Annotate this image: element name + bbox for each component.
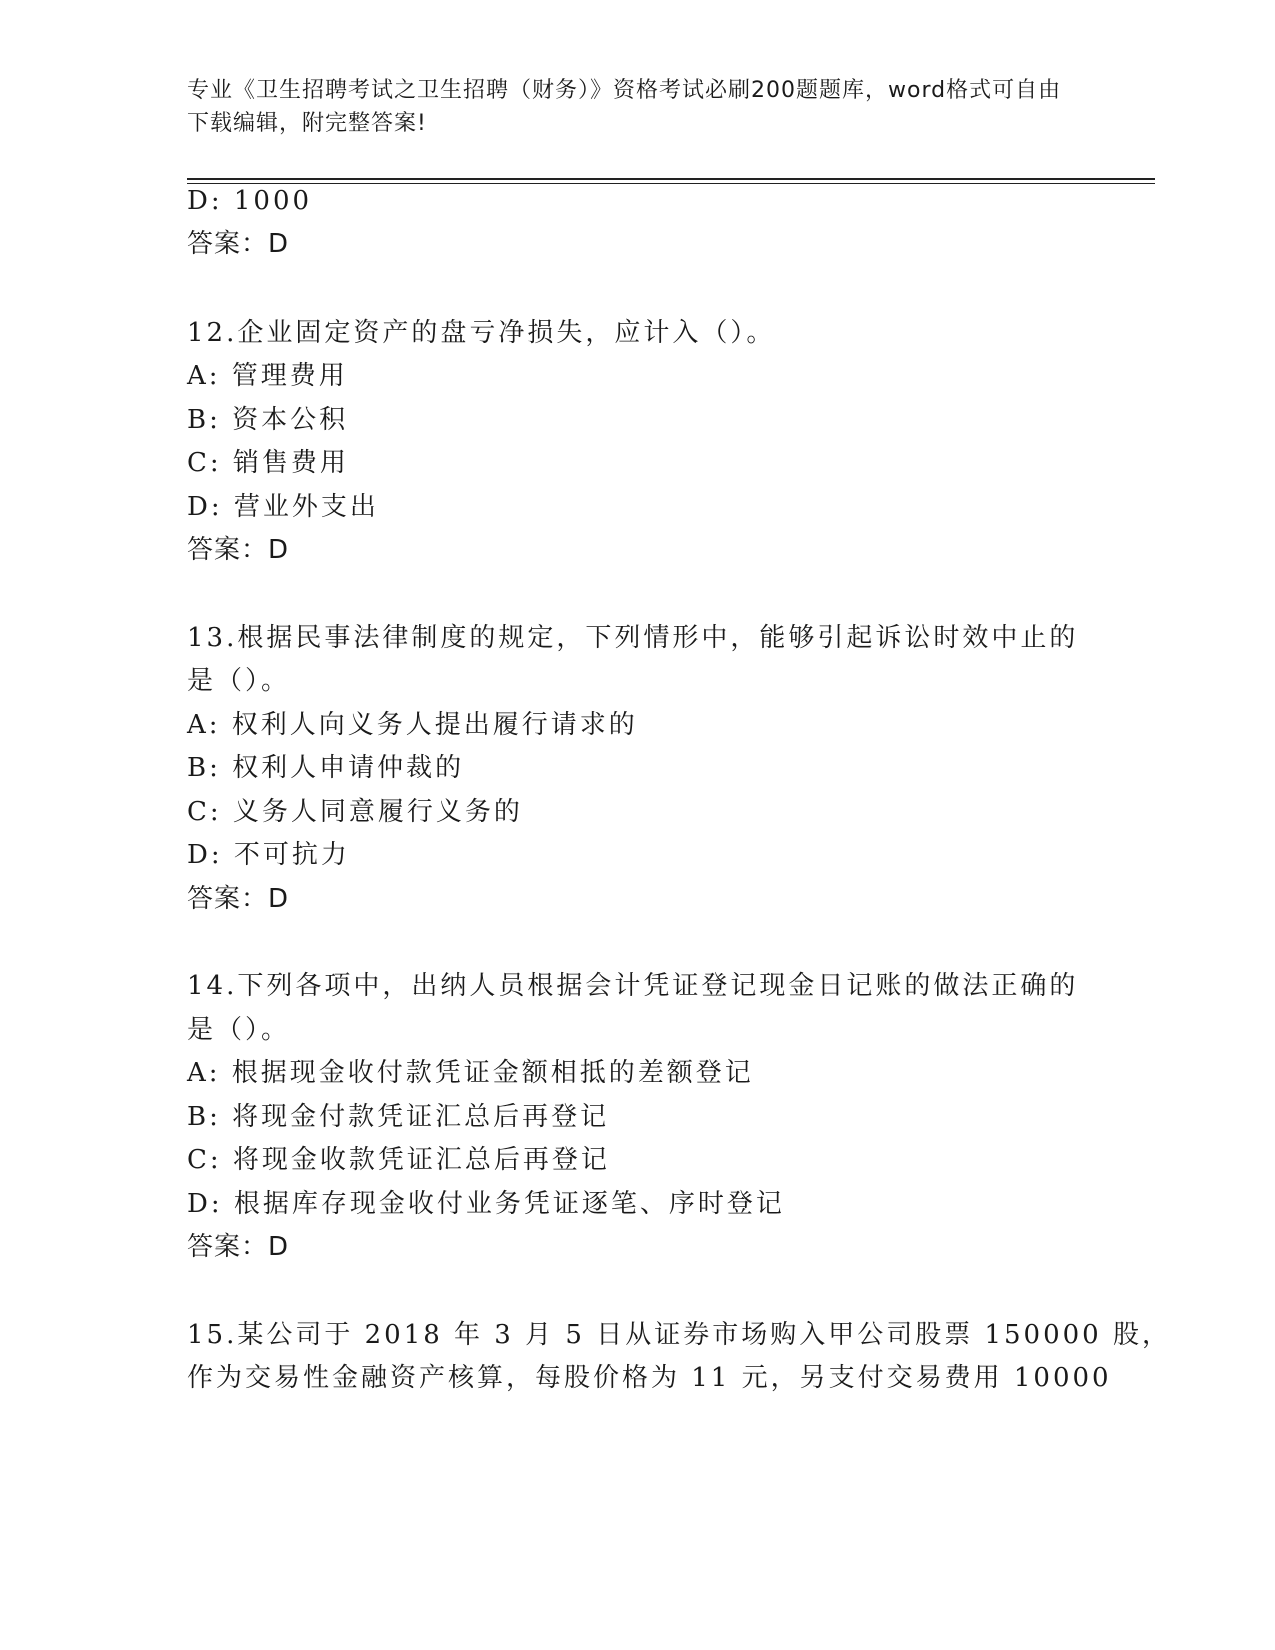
page-header-title: 专业《卫生招聘考试之卫生招聘（财务）》资格考试必刷200题题库，word格式可自由下载编辑，附完整答案! <box>187 78 1062 136</box>
q13-option-c: C: 义务人同意履行义务的 <box>187 797 523 827</box>
prev-answer: 答案：D <box>187 229 290 259</box>
q12-option-c: C: 销售费用 <box>187 448 349 478</box>
q14-answer: 答案：D <box>187 1232 290 1262</box>
q14-option-c: C: 将现金收款凭证汇总后再登记 <box>187 1145 610 1175</box>
q14-option-b: B: 将现金付款凭证汇总后再登记 <box>187 1102 610 1132</box>
q12-option-d: D: 营业外支出 <box>187 492 379 522</box>
q12-answer: 答案：D <box>187 535 290 565</box>
q14-stem-line1: 14.下列各项中，出纳人员根据会计凭证登记现金日记账的做法正确的 <box>187 971 1079 1001</box>
q13-option-a: A: 权利人向义务人提出履行请求的 <box>187 710 638 740</box>
q14-option-a: A: 根据现金收付款凭证金额相抵的差额登记 <box>187 1058 754 1088</box>
q13-stem-line1: 13.根据民事法律制度的规定，下列情形中，能够引起诉讼时效中止的 <box>187 623 1079 653</box>
prev-option-d: D: 1000 <box>187 186 313 216</box>
q13-stem-line2: 是（）。 <box>187 666 291 696</box>
q13-option-d: D: 不可抗力 <box>187 840 350 870</box>
q12-option-b: B: 资本公积 <box>187 405 349 435</box>
q15-stem-line2: 作为交易性金融资产核算，每股价格为 11 元，另支付交易费用 10000 <box>187 1363 1112 1393</box>
q15-stem-line1: 15.某公司于 2018 年 3 月 5 日从证券市场购入甲公司股票 150000 股， <box>187 1320 1171 1350</box>
q12-option-a: A: 管理费用 <box>187 361 348 391</box>
q13-option-b: B: 权利人申请仲裁的 <box>187 753 465 783</box>
q14-option-d: D: 根据库存现金收付业务凭证逐笔、序时登记 <box>187 1189 785 1219</box>
q13-answer: 答案：D <box>187 884 290 914</box>
q14-stem-line2: 是（）。 <box>187 1015 291 1045</box>
header-divider-thick <box>187 178 1155 180</box>
header-divider-thin <box>187 183 1155 184</box>
q12-stem: 12.企业固定资产的盘亏净损失，应计入（）。 <box>187 318 776 348</box>
